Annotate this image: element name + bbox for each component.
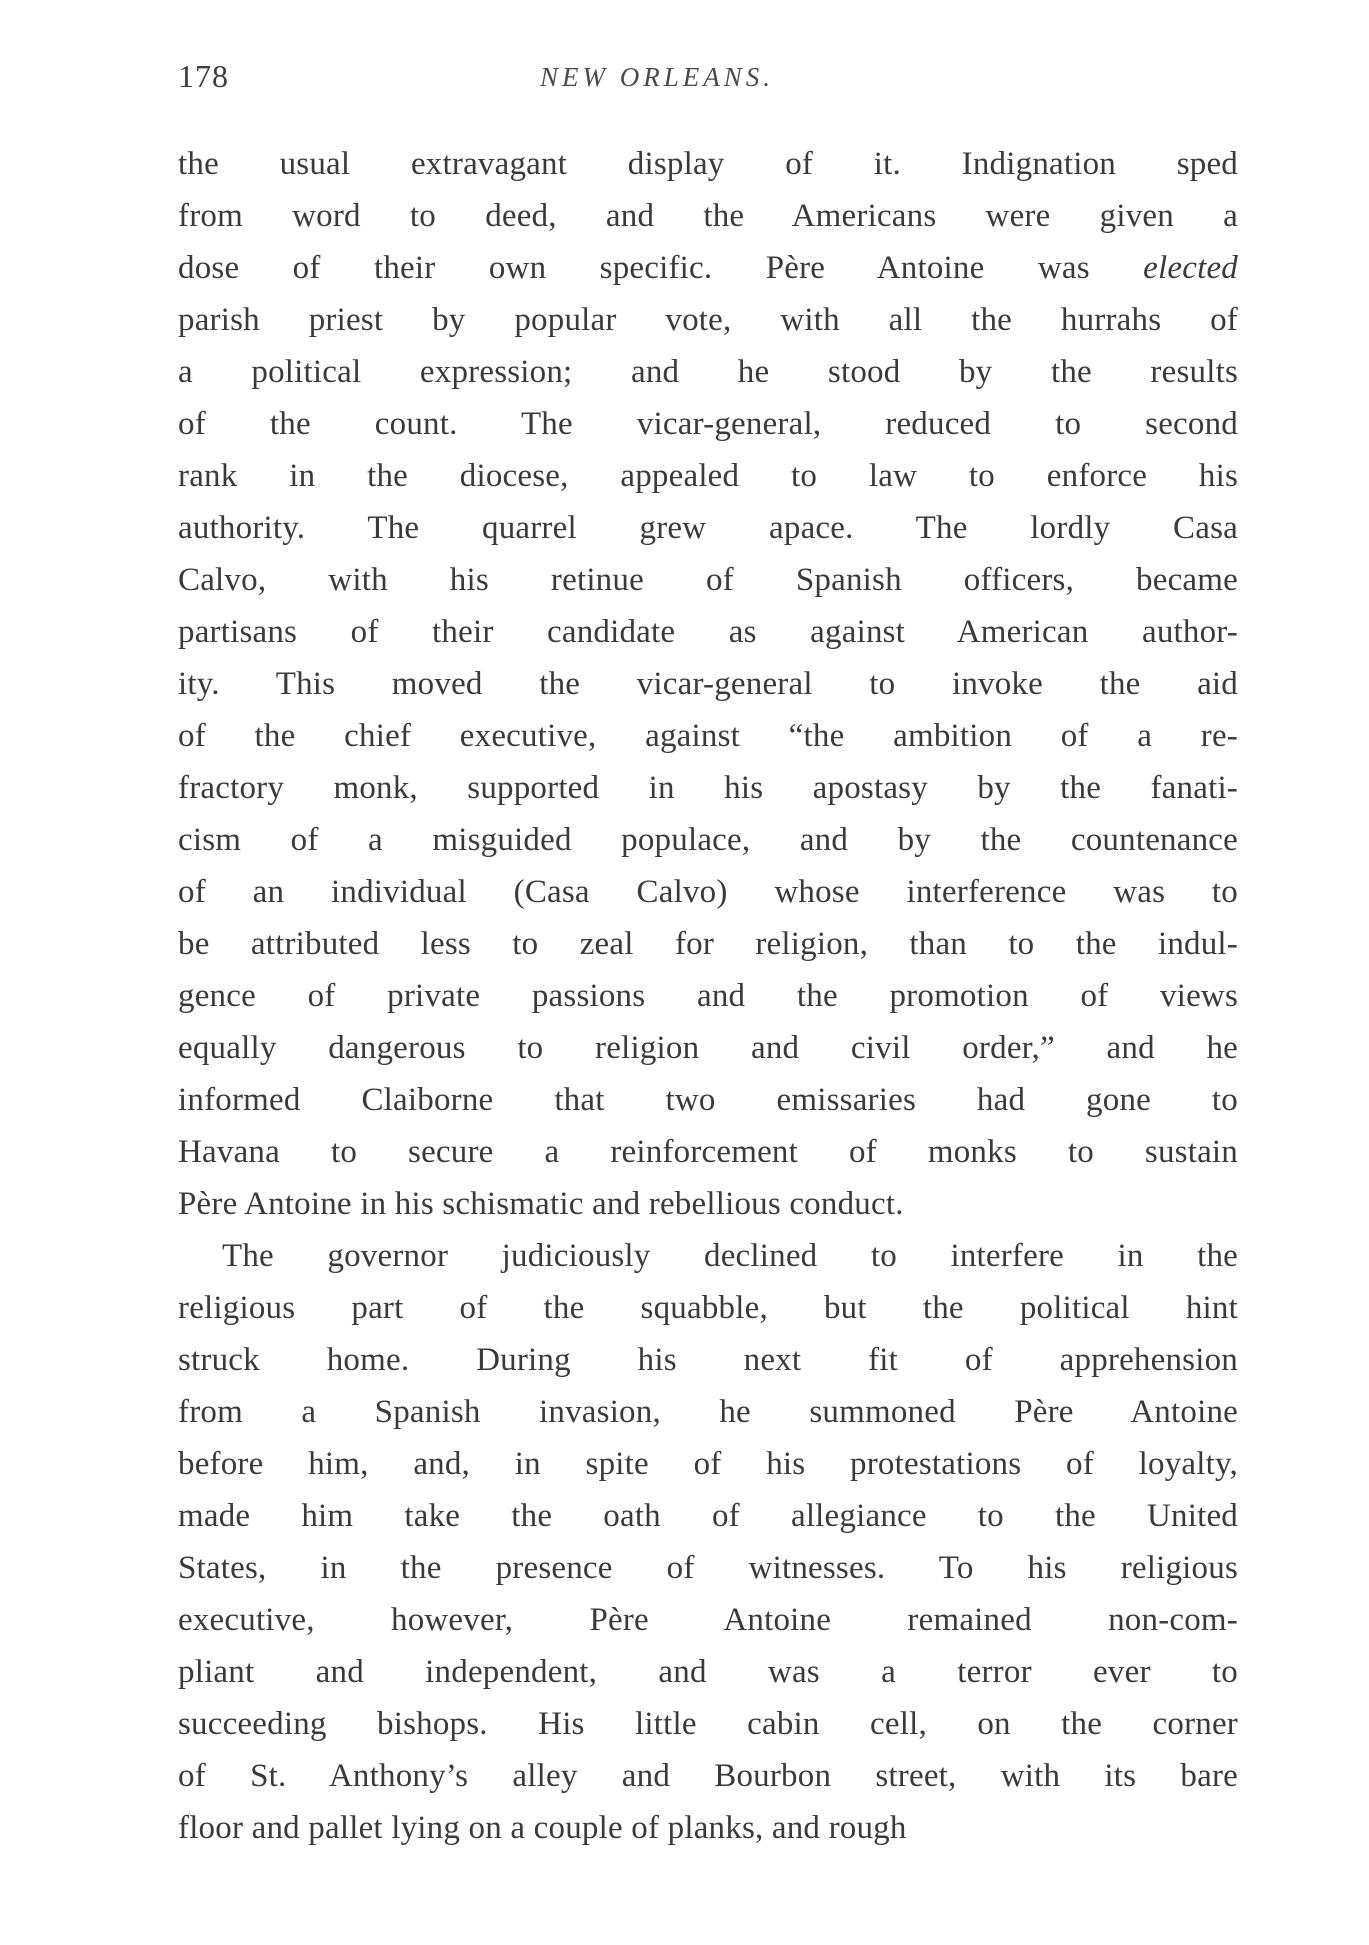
line-text: of the chief executive, against “the ambition of a re- [178, 718, 1238, 754]
text-line [178, 346, 1238, 398]
text-line [178, 970, 1238, 1022]
line-text: religious part of the squabble, but the political hint [178, 1290, 1238, 1326]
text-line [178, 190, 1238, 242]
line-text: from a Spanish invasion, he summoned Père Antoine [178, 1394, 1238, 1430]
text-line [178, 398, 1238, 450]
line-text: from word to deed, and the Americans were given a [178, 198, 1238, 234]
line-text: of an individual (Casa Calvo) whose interference was to [178, 874, 1238, 910]
text-line [178, 1074, 1238, 1126]
line-text: struck home. During his next fit of apprehension [178, 1342, 1238, 1378]
text-line [178, 1178, 1238, 1230]
line-text: States, in the presence of witnesses. To his religious [178, 1550, 1238, 1586]
text-line [178, 1750, 1238, 1802]
text-line [178, 658, 1238, 710]
line-text: the usual extravagant display of it. Indignation sped [178, 146, 1238, 182]
text-line [178, 1698, 1238, 1750]
text-line [178, 710, 1238, 762]
text-line [178, 1282, 1238, 1334]
text-line [178, 1646, 1238, 1698]
line-text: a political expression; and he stood by the results [178, 354, 1238, 390]
text-line [178, 1542, 1238, 1594]
body-text [178, 138, 1238, 1854]
line-text: ity. This moved the vicar-general to invoke the aid [178, 666, 1238, 702]
line-text: executive, however, Père Antoine remained non-com- [178, 1602, 1238, 1638]
text-line [178, 138, 1238, 190]
line-text: equally dangerous to religion and civil order,” and he [178, 1030, 1238, 1066]
text-line [178, 1386, 1238, 1438]
line-text: be attributed less to zeal for religion, than to the indul- [178, 926, 1238, 962]
line-text: rank in the diocese, appealed to law to enforce his [178, 458, 1238, 494]
text-line [178, 502, 1238, 554]
text-line [178, 1230, 1238, 1282]
text-line [178, 918, 1238, 970]
line-text: informed Claiborne that two emissaries had gone to [178, 1082, 1238, 1118]
line-text: fractory monk, supported in his apostasy by the fanati- [178, 770, 1238, 806]
line-text: dose of their own specific. Père Antoine was [178, 250, 1144, 286]
line-text: of St. Anthony’s alley and Bourbon street, with its bare [178, 1758, 1238, 1794]
line-text: authority. The quarrel grew apace. The lordly Casa [178, 510, 1238, 546]
line-text: made him take the oath of allegiance to the United [178, 1498, 1238, 1534]
text-line [178, 814, 1238, 866]
text-line [178, 294, 1238, 346]
text-line [178, 866, 1238, 918]
line-text: cism of a misguided populace, and by the countenance [178, 822, 1238, 858]
text-line [178, 242, 1238, 294]
text-line [178, 1334, 1238, 1386]
text-line [178, 1022, 1238, 1074]
line-text: The governor judiciously declined to interfere in the [222, 1238, 1238, 1274]
text-line [178, 1490, 1238, 1542]
italic-word: elected [1143, 250, 1238, 286]
line-text: succeeding bishops. His little cabin cell, on the corner [178, 1706, 1238, 1742]
text-line [178, 1438, 1238, 1490]
text-line [178, 450, 1238, 502]
text-line [178, 1802, 1238, 1854]
line-text: gence of private passions and the promotion of views [178, 978, 1238, 1014]
line-text: of the count. The vicar-general, reduced to second [178, 406, 1238, 442]
text-line [178, 762, 1238, 814]
text-line [178, 606, 1238, 658]
line-text: partisans of their candidate as against American author- [178, 614, 1238, 650]
line-text: Père Antoine in his schismatic and rebellious conduct. [178, 1186, 904, 1222]
running-title: NEW ORLEANS. [540, 62, 774, 92]
line-text: floor and pallet lying on a couple of planks, and rough [178, 1810, 907, 1846]
text-line [178, 1126, 1238, 1178]
text-line [178, 554, 1238, 606]
line-text: parish priest by popular vote, with all the hurrahs of [178, 302, 1238, 338]
page-number: 178 [178, 58, 229, 94]
text-line [178, 1594, 1238, 1646]
line-text: Havana to secure a reinforcement of monks to sustain [178, 1134, 1238, 1170]
line-text: Calvo, with his retinue of Spanish officers, became [178, 562, 1238, 598]
line-text: before him, and, in spite of his protestations of loyalty, [178, 1446, 1238, 1482]
running-head [178, 58, 1238, 98]
line-text: pliant and independent, and was a terror ever to [178, 1654, 1238, 1690]
